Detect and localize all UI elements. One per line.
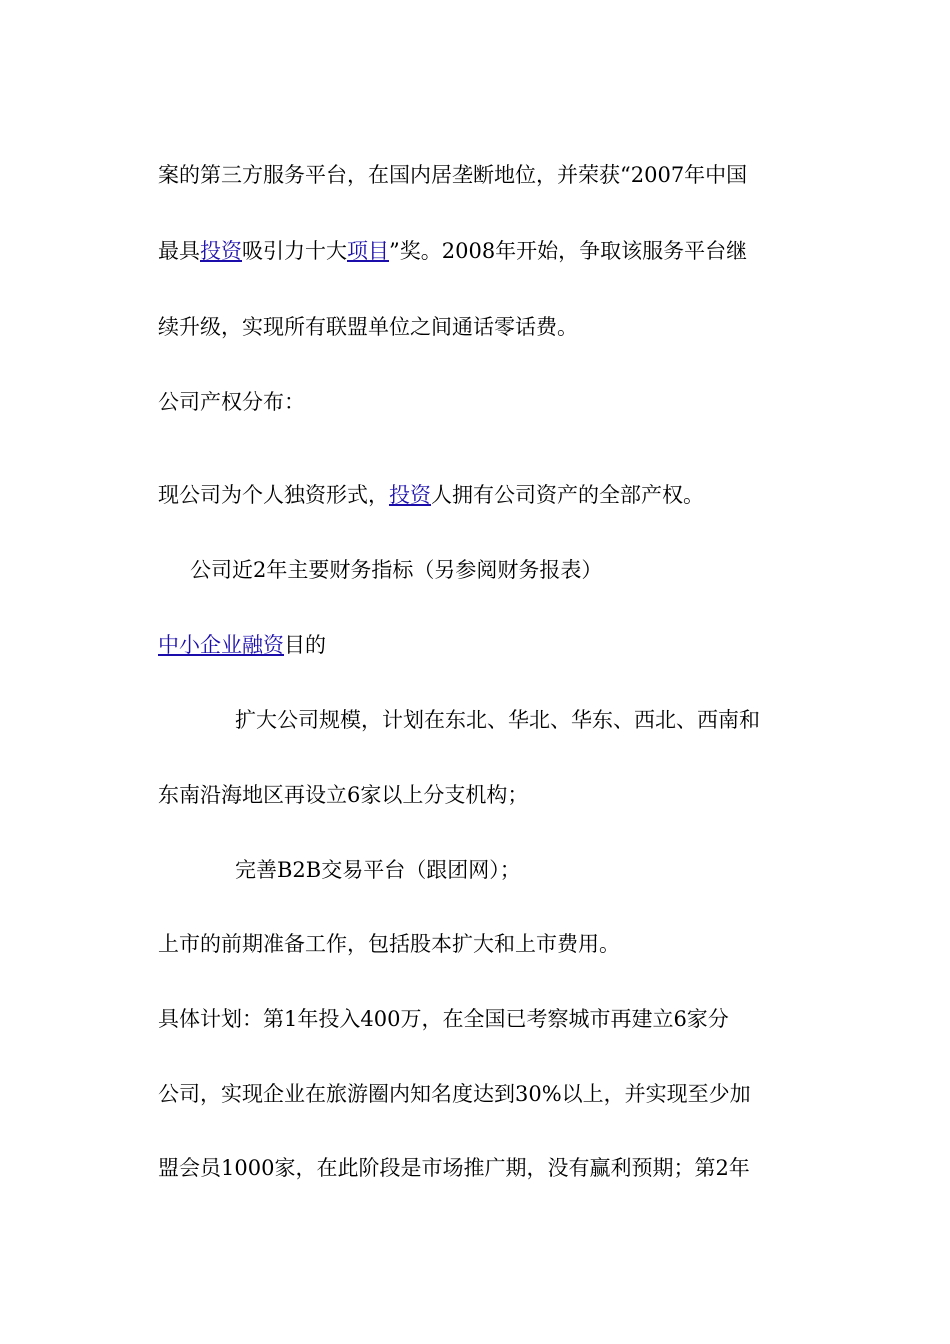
heading-financials: [190, 555, 602, 585]
paragraph-b2b: [235, 855, 521, 885]
text: 扩大公司规模，计划在东北、华北、华东、西北、西南和: [235, 708, 760, 732]
text: ”奖。2008年开始，争取该服务平台继: [389, 239, 748, 263]
text: 公司，实现企业在旅游圈内知名度达到30%以上，并实现至少加: [158, 1082, 751, 1106]
link-project[interactable]: 项目: [347, 239, 389, 263]
paragraph-ownership: [158, 480, 704, 510]
paragraph-plan-1: [158, 1004, 729, 1034]
paragraph-ipo: [158, 929, 620, 959]
text: 具体计划：第1年投入400万，在全国已考察城市再建立6家分: [158, 1007, 729, 1031]
text: 公司近2年主要财务指标（另参阅财务报表）: [190, 558, 603, 582]
text: 公司产权分布：: [158, 390, 305, 414]
paragraph-line-1: [158, 160, 747, 190]
paragraph-expand-2: [158, 780, 528, 810]
text: 最具: [158, 239, 200, 263]
text: 吸引力十大: [242, 239, 347, 263]
paragraph-expand-1: [235, 705, 760, 735]
text: 东南沿海地区再设立6家以上分支机构；: [158, 783, 529, 807]
text: 现公司为个人独资形式，: [158, 483, 389, 507]
paragraph-line-3: [158, 312, 578, 342]
link-sme-financing[interactable]: 中小企业融资: [158, 633, 284, 657]
text: 案的第三方服务平台，在国内居垄断地位，并荣获“2007年中国: [158, 163, 748, 187]
text: 人拥有公司资产的全部产权。: [431, 483, 704, 507]
heading-ownership: [158, 387, 305, 417]
link-investment-2[interactable]: 投资: [389, 483, 431, 507]
text: 完善B2B交易平台（跟团网）；: [235, 858, 521, 882]
paragraph-plan-2: [158, 1079, 751, 1109]
text: 续升级，实现所有联盟单位之间通话零话费。: [158, 315, 578, 339]
text: 盟会员1000家，在此阶段是市场推广期，没有赢利预期；第2年: [158, 1156, 750, 1180]
link-investment[interactable]: 投资: [200, 239, 242, 263]
paragraph-line-2: [158, 236, 747, 266]
text: 目的: [284, 633, 326, 657]
text: 上市的前期准备工作，包括股本扩大和上市费用。: [158, 932, 620, 956]
heading-financing-purpose: [158, 630, 326, 660]
paragraph-plan-3: [158, 1153, 750, 1183]
